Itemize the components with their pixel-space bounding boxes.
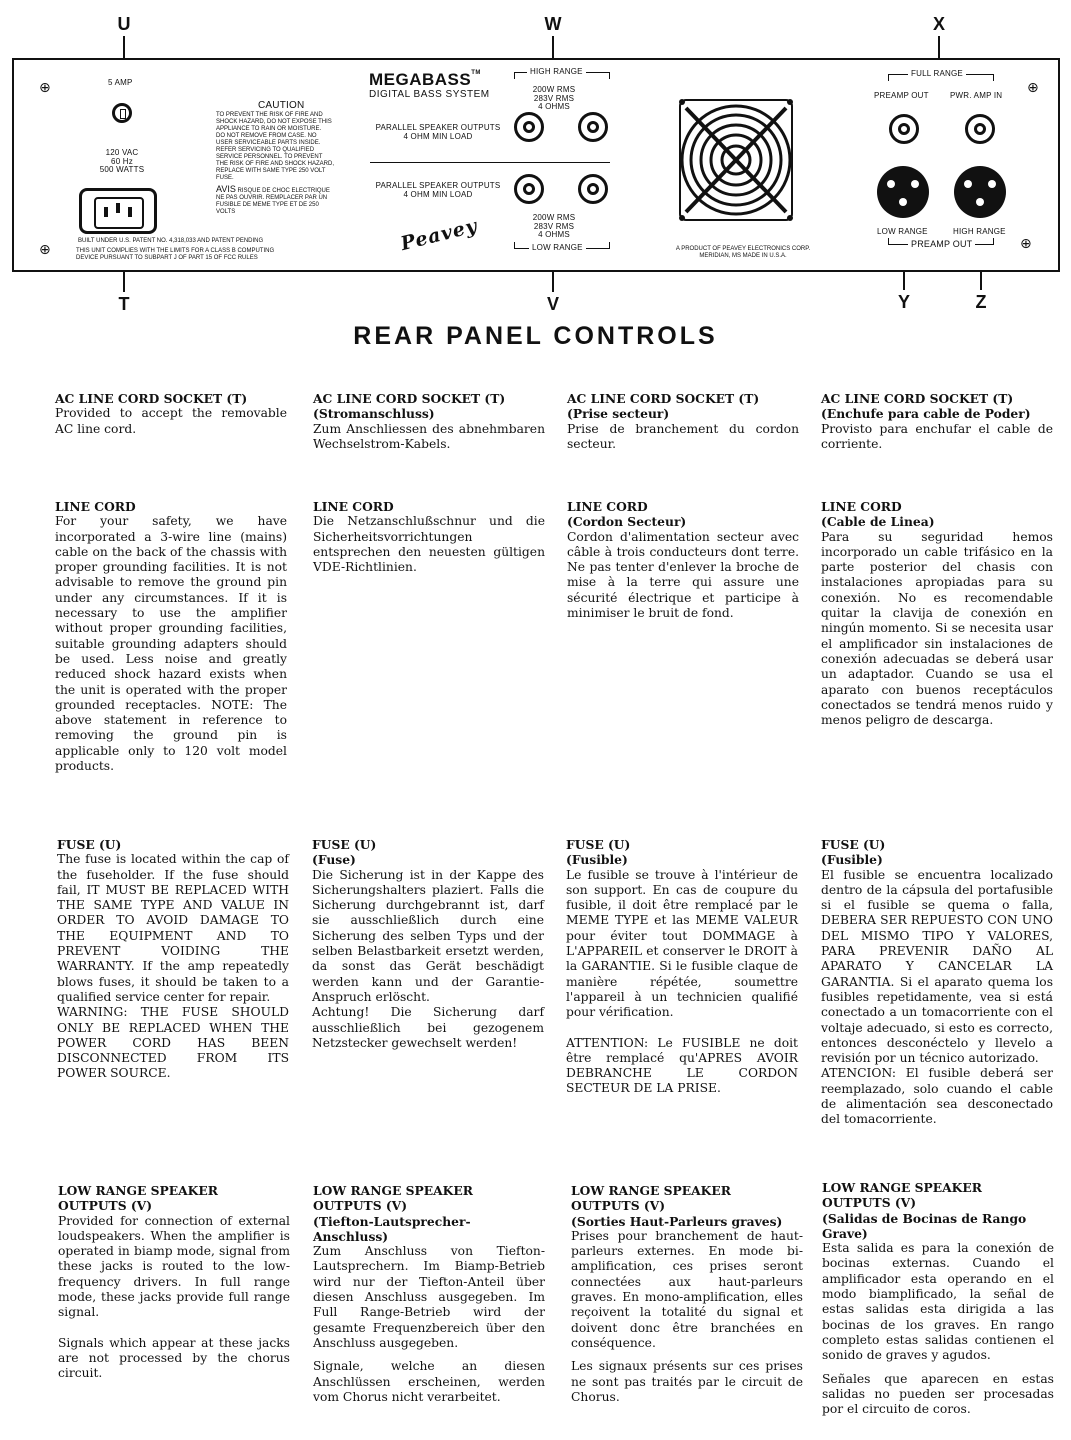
- line-section-de: LINE CORD Die Netzanschlußschnur und die Sicherheitsvorrichtungen entsprechen den neuesten gültigen VDE-Richtlinien.: [313, 499, 545, 575]
- callout-u: U: [117, 14, 131, 34]
- fuse-section-de: FUSE (U) (Fuse) Die Sicherung ist in der Kappe des Sicherungshalters plaziert. Falls die Sicherung durchgebrannt ist, darf sie ausschließlich durch eine Sicherung des selben Typs und der selben Belastbarkeit ersetzt werden, da sonst das Gerät beschädigt werden kann und der Garantie-Anspruch erlöscht. Achtung! Die Sicherung darf ausschließlich bei gezogenem Netzstecker gewechselt werden!: [312, 837, 544, 1050]
- low-range-label: LOW RANGE: [529, 244, 586, 253]
- leader-line-x: [938, 36, 940, 58]
- fuse-holder[interactable]: [112, 103, 132, 123]
- xlr-pin-icon: [988, 180, 996, 188]
- ac-section-es: AC LINE CORD SOCKET (T) (Enchufe para cable de Poder) Provisto para enchufar el cable de corriente.: [821, 391, 1053, 451]
- low-range-spec: 200W RMS 283V RMS 4 OHMS: [532, 213, 576, 239]
- callout-y: Y: [897, 292, 910, 312]
- line-section-es: LINE CORD (Cable de Linea) Para su seguridad hemos incorporado un cable trifásico en la parte posterior del chasis con instalaciones apropiadas para su conexión. No es recomendable quitar la clavija de conexión en ningún momento. Si se necesita usar el amplificador sin instalaciones de conexión adecuadas se deberá usar un adaptador. Cuando se usa el aparato con buenos receptáculos conectados se tendrá menos ruido y menos peligro de descarga.: [821, 499, 1053, 728]
- full-range-label: FULL RANGE: [908, 70, 966, 79]
- fuse-section-es: FUSE (U) (Fusible) El fusible se encuentra localizado dentro de la cápsula del portafusible si el fusible se quema o falla, DEBERA SER REPUESTO CON UNO DEL MISMO TIPO Y VALORES, PARA PREVENIR DAÑO AL APARATO Y CANCELAR LA GARANTIA. Si el aparato quema los fusibles repetidamente, vea si está conectado a un tomacorriente con el voltaje adecuado, si esto es correcto, entonces desconéctelo y llevelo a revisión por un técnico autorizado. ATENCION: El fusible deberá ser reemplazado, solo cuando el cable de alimentación sea desconectado del tomacorriente.: [821, 837, 1053, 1127]
- brand-name: MEGABASS™: [369, 70, 481, 89]
- leader-line-y: [903, 272, 905, 290]
- socket-pin-icon: [116, 203, 120, 213]
- pwr-amp-in-label: PWR. AMP IN: [950, 91, 1003, 100]
- patent-text: BUILT UNDER U.S. PATENT NO. 4,318,033 AND PATENT PENDING: [78, 238, 264, 244]
- low-range-preamp-xlr[interactable]: [877, 166, 929, 218]
- low-range-xlr-label: LOW RANGE: [877, 227, 928, 236]
- brand-subtitle: DIGITAL BASS SYSTEM: [369, 89, 490, 100]
- screw-icon-top-left: ⊕: [39, 80, 51, 96]
- fuse-cap-icon: [120, 109, 126, 119]
- low-range-speaker-jack-1[interactable]: [514, 174, 544, 204]
- socket-pin-icon: [104, 207, 108, 217]
- pwr-amp-in-jack[interactable]: [965, 114, 995, 144]
- high-range-speaker-jack-2[interactable]: [578, 112, 608, 142]
- xlr-pin-icon: [964, 180, 972, 188]
- divider: [370, 162, 610, 163]
- caution-title: CAUTION: [258, 100, 305, 111]
- low-section-es: LOW RANGE SPEAKER OUTPUTS (V) (Salidas de Bocinas de Rango Grave) Esta salida es para la conexión de bocinas externas. Cuando el amplificador esta operando en el modo biamplificado, la señal de estas salidas esta dirigida a las bocinas de los graves. En rango completo estas salidas contienen el sonido de graves y agudos. Señales que aparecen en estas salidas no pueden ser procesadas por el circuito de coros.: [822, 1180, 1054, 1417]
- ac-section-de: AC LINE CORD SOCKET (T) (Stromanschluss) Zum Anschliessen des abnehmbaren Wechselstrom-Kabels.: [313, 391, 545, 451]
- callout-x: X: [932, 14, 945, 34]
- avis-text: AVIS RISQUE DE CHOC ELECTRIQUE NE PAS OUVRIR. REMPLACER PAR UN FUSIBLE DE MEME TYPE ET DE 250 VOLTS: [216, 184, 330, 215]
- fuse-section-fr: FUSE (U) (Fusible) Le fusible se trouve à l'intérieur de son support. En cas de coupure du fusible, il doit être remplacé par le MEME TYPE et las MEME VALEUR pour éviter tout DOMMAGE à L'APPAREIL et conserver le DROIT à la GARANTIE. Si le fusible claque de manière répétée, soumettre l'appareil à un technicien qualifié pour vérification. ATTENTION: Le FUSIBLE ne doit être remplacé qu'APRES AVOIR DEBRANCHE LE CORDON SECTEUR DE LA PRISE.: [566, 837, 798, 1096]
- peavey-logo: Peavey: [398, 214, 480, 256]
- low-section-fr: LOW RANGE SPEAKER OUTPUTS (V) (Sorties Haut-Parleurs graves) Prises pour branchement de haut-parleurs externes. En mode bi-amplification, ces prises seront connectées aux haut-parleurs graves. En mono-amplification, elles reçoivent la totalité du signal et doivent donc être branchées en conséquence. Les signaux présents sur ces prises ne sont pas traités par le circuit de Chorus.: [571, 1183, 803, 1404]
- line-section-fr: LINE CORD (Cordon Secteur) Cordon d'alimentation secteur avec câble à trois conducteurs dont terre. Ne pas tenter d'enlever la broche de mise à la terre qui assure une sécurité électrique et participe à minimiser le bruit de fond.: [567, 499, 799, 621]
- line-section-en: LINE CORD For your safety, we have incorporated a 3-wire line (mains) cable on the back of the chassis with proper grounding facilities. It is not advisable to remove the ground pin under any circumstances. If it is necessary to use the amplifier without proper grounding facilities, suitable grounding adapters should be used. Less noise and greatly reduced shock hazard exists when the unit is operated with the proper grounded receptacles. NOTE: The above statement in reference to removing the ground pin is applicable only to 120 volt model products.: [55, 499, 287, 774]
- caution-text: TO PREVENT THE RISK OF FIRE AND SHOCK HAZARD, DO NOT EXPOSE THIS APPLIANCE TO RAIN OR MOISTURE. DO NOT REMOVE FROM CASE. NO USER SERVICEABLE PARTS INSIDE. REFER SERVICING TO QUALIFIED SERVICE PERSONNEL. TO PREVENT THE RISK OF FIRE AND SHOCK HAZARD, REPLACE WITH SAME TYPE 250 VOLT FUSE.: [216, 112, 335, 181]
- low-range-speaker-jack-2[interactable]: [578, 174, 608, 204]
- leader-line-t: [123, 272, 125, 292]
- high-range-preamp-xlr[interactable]: [954, 166, 1006, 218]
- ac-line-cord-socket[interactable]: [79, 188, 157, 234]
- page-title: REAR PANEL CONTROLS: [353, 322, 718, 350]
- low-section-en: LOW RANGE SPEAKER OUTPUTS (V) Provided for connection of external loudspeakers. When the amplifier is operated in biamp mode, signal from these jacks is routed to the low-frequency drivers. In full range mode, these jacks provide full range signal. Signals which appear at these jacks are not processed by the chorus circuit.: [58, 1183, 290, 1381]
- callout-t: T: [118, 294, 130, 314]
- product-of-text: A PRODUCT OF PEAVEY ELECTRONICS CORP. MERIDIAN, MS MADE IN U.S.A.: [675, 246, 811, 259]
- parallel-outputs-lower: PARALLEL SPEAKER OUTPUTS 4 OHM MIN LOAD: [375, 181, 501, 199]
- leader-line-w: [552, 36, 554, 58]
- parallel-outputs-upper: PARALLEL SPEAKER OUTPUTS 4 OHM MIN LOAD: [375, 123, 501, 141]
- screw-icon-top-right: ⊕: [1027, 80, 1039, 96]
- high-range-speaker-jack-1[interactable]: [514, 112, 544, 142]
- screw-icon-bottom-left: ⊕: [39, 242, 51, 258]
- callout-w: W: [544, 14, 562, 34]
- ac-section-fr: AC LINE CORD SOCKET (T) (Prise secteur) Prise de branchement du cordon secteur.: [567, 391, 799, 451]
- ac-section-en: AC LINE CORD SOCKET (T) Provided to accept the removable AC line cord.: [55, 391, 287, 436]
- high-range-spec: 200W RMS 283V RMS 4 OHMS: [532, 85, 576, 111]
- power-spec: 120 VAC 60 Hz 500 WATTS: [99, 148, 145, 174]
- leader-line-u: [123, 36, 125, 58]
- xlr-pin-icon: [887, 180, 895, 188]
- low-section-de: LOW RANGE SPEAKER OUTPUTS (V) (Tiefton-Lautsprecher-Anschluss) Zum Anschluss von Tiefton-Lautsprechern. Im Biamp-Betrieb wird nur der Tiefton-Anteil über diesen Anschluss ausgegeben. Im Full Range-Betrieb wird der gesamte Frequenzbereich über den Anschluss ausgegeben. Signale, welche an diesen Anschlüssen erscheinen, werden vom Chorus nicht verarbeitet.: [313, 1183, 545, 1404]
- xlr-pin-icon: [911, 180, 919, 188]
- xlr-pin-icon: [976, 198, 984, 206]
- leader-line-v: [552, 272, 554, 292]
- xlr-pin-icon: [899, 198, 907, 206]
- screw-icon-bottom-right: ⊕: [1020, 236, 1032, 252]
- high-range-label: HIGH RANGE: [527, 68, 586, 77]
- preamp-out-bottom-label: PREAMP OUT: [908, 240, 975, 249]
- leader-line-z: [980, 272, 982, 290]
- preamp-out-jack[interactable]: [889, 114, 919, 144]
- socket-pin-icon: [128, 207, 132, 217]
- socket-inlet: [94, 197, 144, 229]
- callout-z: Z: [975, 292, 987, 312]
- fuse-section-en: FUSE (U) The fuse is located within the cap of the fuseholder. If the fuse should fail, IT MUST BE REPLACED WITH THE SAME TYPE AND VALUE IN ORDER TO AVOID DAMAGE TO THE EQUIPMENT AND TO PREVENT VOIDING THE WARRANTY. If the amp repeatedly blows fuses, it should be taken to a qualified service center for repair. WARNING: THE FUSE SHOULD ONLY BE REPLACED WHEN THE POWER CORD HAS BEEN DISCONNECTED FROM ITS POWER SOURCE.: [57, 837, 289, 1081]
- callout-v: V: [546, 294, 559, 314]
- fcc-text: THIS UNIT COMPLIES WITH THE LIMITS FOR A CLASS B COMPUTING DEVICE PURSUANT TO SUBPART J OF PART 15 OF FCC RULES: [76, 248, 275, 261]
- preamp-out-jack-label: PREAMP OUT: [874, 91, 929, 100]
- fuse-rating-label: 5 AMP: [108, 78, 133, 87]
- cooling-fan-icon: [672, 94, 800, 226]
- high-range-xlr-label: HIGH RANGE: [953, 227, 1006, 236]
